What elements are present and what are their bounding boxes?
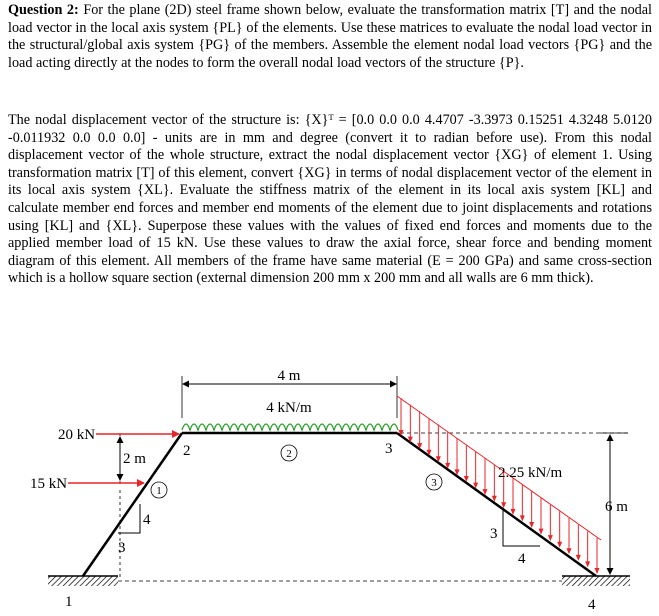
node-4-label: 4 <box>588 597 596 613</box>
slope-right-run: 4 <box>518 551 526 567</box>
support-left <box>48 576 118 586</box>
udl-right-arrow-head <box>576 555 581 561</box>
udl-right-arrow-head <box>557 542 562 548</box>
question-heading: Question 2: <box>8 2 79 18</box>
udl-right-arrow-head <box>539 529 544 535</box>
load-15-label: 15 kN <box>30 476 68 492</box>
frame-figure <box>0 360 659 616</box>
question-text-2-intro: The nodal displacement vector of the structure is: {X}ᵀ = <box>8 112 352 128</box>
slope-left-rise: 4 <box>143 512 151 528</box>
udl-right-arrow-head <box>595 568 600 574</box>
udl-right-arrow-head <box>548 535 553 541</box>
element-2-label: 2 <box>286 448 292 460</box>
question-paragraph-1 <box>8 2 652 72</box>
node-1-label: 1 <box>65 594 73 610</box>
udl-top-wave <box>182 424 398 430</box>
slope-right-rise: 3 <box>490 526 498 542</box>
support-right <box>562 576 630 586</box>
question-text-2-rest: - units are in mm and degree (convert it to radian before use). From this nodal displacement vector of the whole structure, extract the nodal displacement vector {XG} of element 1. Using transformation matrix [T] of this element, convert {XG} in terms of nodal displacement vector of the element in its local axis system {XL}. Evaluate the stiffness matrix of the element in its local axis system [KL] and calculate member end forces and member end moments of the element due to joint displacements and rotations using [KL] and {XL}. Superpose these values with the values of fixed end forces and moments due to the applied member load of 15 kN. Use these values to draw the axial force, shear force and bending moment diagram of this element. All members of the frame have same material (E = 200 GPa) and same cross-section which is a hollow square section (external dimension 200 mm x 200 mm and all walls are 6 mm thick). <box>8 129 652 287</box>
udl-right-label: 2.25 kN/m <box>498 465 563 481</box>
dim-top-label: 4 m <box>277 368 301 384</box>
element-3-label: 3 <box>431 477 437 489</box>
member-3 <box>397 433 596 576</box>
question-text-1: For the plane (2D) steel frame shown below, evaluate the transformation matrix [T] and the nodal load vector in the local axis system {PL} of the elements. Use these matrices to evaluate the nodal load vector in the structural/global axis system {PG} of the members. Assemble the element nodal load vectors {PG} and the load acting directly at the nodes to form the overall nodal load vectors of the structure {P}. <box>8 2 652 71</box>
udl-right-arrow-head <box>567 548 572 554</box>
node-3-label: 3 <box>385 441 393 457</box>
udl-top-label: 4 kN/m <box>266 400 312 416</box>
question-paragraph-2 <box>8 112 652 288</box>
load-20-label: 20 kN <box>58 427 96 443</box>
dim-6m-label: 6 m <box>605 499 628 515</box>
udl-right-arrow-head <box>585 561 590 567</box>
node-2-label: 2 <box>183 443 191 459</box>
element-1-label: 1 <box>156 485 162 497</box>
dim-2m-label: 2 m <box>123 451 146 467</box>
displacement-vector: [0.0 0.0 0.0 4.4707 -3.3973 0.15251 4.3248 5.0120 -0.011932 0.0 0.0 0.0] <box>8 112 652 146</box>
slope-left-run: 3 <box>118 540 126 556</box>
